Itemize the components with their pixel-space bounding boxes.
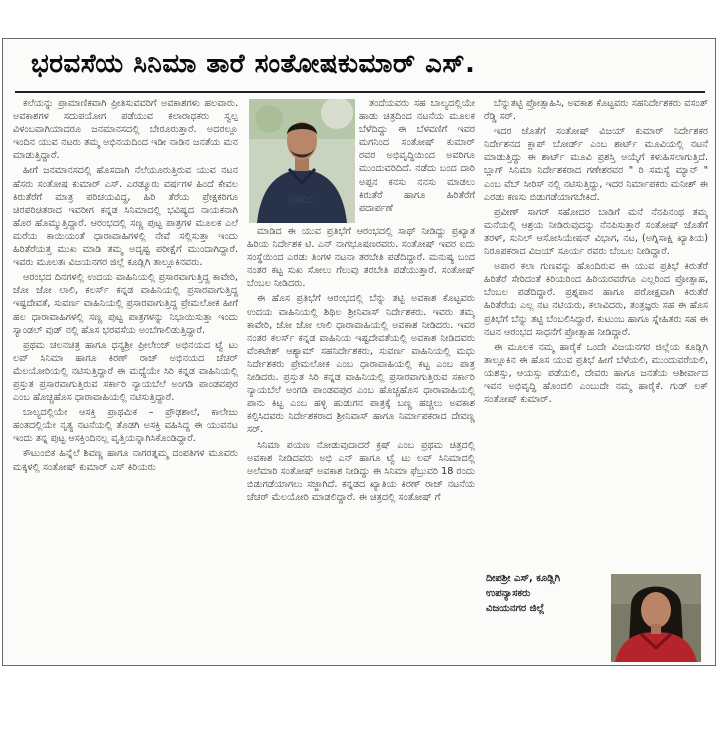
- article-column-1: [13, 97, 238, 659]
- paragraph: ಅಪಾರ ಕಲಾ ಗುಣವನ್ನು ಹೊಂದಿರುವ ಈ ಯುವ ಪ್ರತಿಭೆ ಕಿರುತೆರೆ ಹಿರಿತೆರೆ ಸೇರಿದಂತೆ ಕಿರಿಯರಿಂದ ಹಿರಿಯರವರೆಗೂ ಎಲ್ಲರಿಂದ ಪ್ರೋತ್ಸಾಹ, ಬೆಂಬಲ ಪಡೆದಿದ್ದಾರೆ. ಪ್ರಶ್ನಪಾನ ಹಾಗೂ ಪರೋಕ್ಷವಾಗಿ ಕಿರುತೆರೆ ಹಿರಿತೆರೆಯ ಎಲ್ಲ ನಟ ನಟಿಯರು, ಕಲಾವಿದರು, ತಂತ್ರಜ್ಞರು ಸಹ ಈ ಹೊಸ ಪ್ರತಿಭೆಗೆ ಬೆನ್ನು ತಟ್ಟಿ ಬೆಂಬಲಿಸಿದ್ದಾರೆ. ಕುಟುಂಬ ಹಾಗೂ ಸ್ನೇಹಿತರು ಸಹ ಈ ನಟನ ಆರಂಭದ ಸಾಧನೆಗೆ ಪ್ರೋತ್ಸಾಹ ನೀಡಿದ್ದಾರೆ.: [484, 261, 708, 338]
- actor-photo: [249, 99, 355, 223]
- author-photo: [611, 574, 701, 662]
- newspaper-clipping: [2, 38, 716, 666]
- paragraph: ಮಾಡಿದ ಈ ಯುವ ಪ್ರತಿಭೆಗೆ ಆರಂಭದಲ್ಲಿ ಸಾಥ್ ನೀಡಿದ್ದು ಪ್ರಖ್ಯಾತ ಹಿರಿಯ ನಿರ್ದೇಶಕ ಟಿ. ಎನ್ ನಾಗಭೂಷಣರವರು. ಸಂತೋಷ್ ಇವರ ಐದು ಸಂಸ್ಥೆಯಿಂದ ಎರಡು ತಿಂಗಳ ನಟನಾ ತರಬೇತಿ ಪಡೆದಿದ್ದಾರೆ. ಮನುಷ್ಯ ಬಂದ ನಂತರ ಕಟ್ಟ ಸುಖ ಸೋಲು ಗೆಲುವು ತರಬೇತಿ ಪಡೆಯುತ್ತಾರೆ. ಸಂತೋಷ್ ಬೆಂಬಲ ನೀಡಿದರು.: [247, 226, 475, 290]
- paragraph: ಸಿನಿಮಾ ಪಯಣ ನೋಡುವುದಾದರೆ ಕ್ರಷ್ ಎಂಬ ಪ್ರಥಮ ಚಿತ್ರದಲ್ಲಿ ಅವಕಾಶ ನೀಡಿದವರು ಅಭಿ ಎನ್ ಹಾಗೂ ಟ್ವೆ ಟು ಲವ್ ಸಿನಿಮಾದಲ್ಲಿ ಅಲೆಮಾರಿ ಸಂತೋಷ್ ಅವಕಾಶ ನೀಡಿದ್ದು ಈ ಸಿನಿಮಾ ಫೆಬ್ರುವರಿ 18 ರಂದು ಬಿಡುಗಡೆಯಾಗಲು ಸಜ್ಜಾಗಿದೆ. ಕನ್ನಡದ ಖ್ಯಾತಿಯ ಕಿರಣ್ ರಾಜ್ ನಟನೆಯ ಚೆಚರ್ ಮೆಲಯೋರಿ ಮಾಡಲಿದ್ದಾರೆ. ಈ ಚಿತ್ರದಲ್ಲಿ ಸಂತೋಷ್ ಗೆ: [247, 439, 475, 503]
- paragraph: ಈ ಮೂಲಕ ನಮ್ಮ ಹಾರೈಕೆ ಒಂದೇ ವಿಜಯನಗರ ಜಿಲ್ಲೆಯ ಕೂಡ್ಲಿಗಿ ತಾಲ್ಲೂಕಿನ ಈ ಹೊಸ ಯುವ ಪ್ರತಿಭೆ ಹೀಗೆ ಬೆಳೆಯಲಿ, ಮುಂದುವರೆಯಲಿ, ಯಶಸ್ಸು, ಆಯಸ್ಸು ಪಡೆಯಲಿ, ದೇವರು ಹಾಗೂ ಜನತೆಯ ಆಶೀರ್ವಾದ ಇವನ ಅಭಿವೃದ್ಧಿ ಹೊಂದಲಿ ಎಂಬುದೇ ನಮ್ಮ ಹಾರೈಕೆ. ಗುಡ್ ಲಕ್ ಸಂತೋಷ್ ಕುಮಾರ್.: [484, 341, 708, 406]
- paragraph: ಬೆನ್ನುತಟ್ಟಿ ಪ್ರೋತ್ಸಾಹಿಸಿ, ಅವಕಾಶ ಕೊಟ್ಟವರು ಸಹನಿರ್ದೇಶಕರು ವಸಂತ್ ರೆಡ್ಡಿ ಸರ್.: [484, 98, 708, 123]
- paragraph: ಈ ಹೊಸ ಪ್ರತಿಭೆಗೆ ಆರಂಭದಲ್ಲಿ ಬೆನ್ನು ತಟ್ಟಿ ಅವಕಾಶ ಕೊಟ್ಟವರು ಉದಯ ವಾಹಿನಿಯಲ್ಲಿ ಶಿಥಿಲ ಶ್ರೀನಿವಾಸ್ ನಿರ್ದೇಶಕರು. ಇವರು ತಮ್ಮ ಕಾವೇರಿ, ಜೋ ಜೋ ಲಾಲಿ ಧಾರಾವಾಹಿಯಲ್ಲಿ ಅವಕಾಶ ನೀಡಿದರು. ಇವರ ನಂತರ ಕಲರ್ಸ್ ಕನ್ನಡ ವಾಹಿನಿಯ ಇಷ್ಟದೇವತೆಯಲ್ಲಿ ಅವಕಾಶ ನೀಡಿದವರು ವೆಂಕಟೇಶ್ ಆಶ್ಯಾಮ್ ಸಹನಿರ್ದೇಶಕರು, ಸುವರ್ಣ ವಾಹಿನಿಯಲ್ಲಿ ಮಧು ನಿರ್ದೇಶಕರು ಪ್ರೇಮಲೋಕ ಎಂಬ ಧಾರಾವಾಹಿಯಲ್ಲಿ ಕಟ್ಟ ಎಂಬ ಪಾತ್ರ ನೀಡಿದರು. ಪ್ರಸ್ತುತ ಸಿರಿ ಕನ್ನಡ ವಾಹಿನಿಯಲ್ಲಿ ಪ್ರಸಾರವಾಗುತ್ತಿರುವ ಸರ್ಕಾರಿ ನ್ಯಾಯಬೆಲೆ ಅಂಗಡಿ ಪಾಂಡವಪುರ ಎಂಬ ಹೊಚ್ಚಹೊಸ ಧಾರಾವಾಹಿಯಲ್ಲಿ ಪಾನು ಕಿಟ್ಟ ಎಂಬ ಹಳ್ಳಿ ಹುಡುಗನ ಪಾತ್ರಕ್ಕೆ ಬಣ್ಣ ಹಚ್ಚಲು ಅವಕಾಶ ಕಲ್ಪಿಸಿದವರು ನಿರ್ದೇಶಕರಾದ ಶ್ರೀನಿವಾಸ್ ಹಾಗೂ ನಿರ್ಮಾಪಕರಾದ ದೇವಣ್ಣ ಸರ್.: [247, 293, 475, 436]
- article-headline: ಭರವಸೆಯ ಸಿನಿಮಾ ತಾರೆ ಸಂತೋಷಕುಮಾರ್ ಎಸ್.: [31, 49, 476, 79]
- paragraph: ಬಾಲ್ಯದಲ್ಲಿಯೇ ಆಸಕ್ತಿ ಪ್ರಾಥಮಿಕ – ಪ್ರೌಢಶಾಲೆ, ಕಾಲೇಜು ಹಂತದಲ್ಲಿಯೇ ನೃತ್ಯ ನಟನೆಯಲ್ಲಿ ತೊಡಗಿ ಅಸಕ್ತಿ ವಹಿಸಿದ್ದ ಈ ಯುವನಟ ಇಂದು ತನ್ನ ಪುಟ್ಟ ಆಸಕ್ತಿಂದಿನಲ್ಲ ವೃತ್ತಿಯನ್ನಾಗಿಸಿಕೊಂಡಿದ್ದಾರೆ.: [13, 407, 238, 445]
- paragraph: ಹೀಗೆ ಜನಮಾನಸದಲ್ಲಿ ಹೊಸದಾಗಿ ನೆಲೆಯೂರುತ್ತಿರುವ ಯುವ ನಟನ ಹೆಸರು ಸಂತೋಷ ಕುಮಾರ್ ಎಸ್. ಎರಡ್ಮೂರು ವರ್ಷಗಳ ಹಿಂದೆ ಕೇವಲ ಕಿರುತೆರೆಗೆ ಮಾತ್ರ ಪರಿಚಯವಿದ್ದ, ಹಿರಿ ತೆರೆಯ ಪ್ರೇಕ್ಷಕರಿಗೂ ಚಿರಪರಿಚಿತರಾದ ಇವರೀಗ ಕನ್ನಡ ಸಿನಿಮಾದಲ್ಲಿ ಭವಿಷ್ಯದ ನಾಯಕನಾಗಿ ಹೊರ ಹೊಮ್ಮುತ್ತಿದ್ದಾರೆ. ಆರಂಭದಲ್ಲಿ ಸಣ್ಣ ಪುಟ್ಟ ಪಾತ್ರಗಳ ಮೂಲಕ ಎಲೆ ಮರೆಯ ಕಾಯಿಯಂತೆ ಧಾರಾವಾಹಿಗಳಲ್ಲಿ ನೇವೆ ಸಲ್ಲಿಸುತ್ತಾ ಇಂದು ಹಿರಿತೆರೆಯತ್ತ ಮುಖ ಮಾಡಿ ತಮ್ಮ ಅದೃಷ್ಟ ಪರೀಕ್ಷೆಗೆ ಮುಂದಾಗಿದ್ದಾರೆ. ಇವರು ಮೂಲತಃ ವಿಜಯನಗರ ಜಿಲ್ಲೆ ಕೂಡ್ಲಿಗಿ ತಾಲ್ಲೂಕಿನವರು.: [13, 165, 238, 269]
- paragraph: ಇದರ ಜೊತೆಗೆ ಸಂತೋಷ್ ವಿಜಯ್ ಕುಮಾರ್ ನಿರ್ದೇಶಕರ ನಿರ್ದೇಶನದ ಕ್ಲಾಪ್ ಬೋರ್ಡ್ ಎಂಬ ಶಾರ್ಟ್ ಮೂವಿಯಲ್ಲಿ ನಟನೆ ಮಾಡುತ್ತಿದ್ದು ಈ ಶಾರ್ಟ್ ಮೂವಿ ಪ್ರಶಸ್ತಿ ಅಯ್ಕೆಗೆ ಕಳುಹಿಸಲಾಗುತ್ತಿದೆ. ಬ್ಲಾಗ್ ಸಿನಿಮಾ ನಿರ್ದೇಶಕರಾದ ಗಣೇಶರವರ " ರಿ ಸಮಸ್ಯೆ ಮ್ಯಾನ್ " ಎಂಬ ವೆಬ್ ಸೀರಿಸ್ ನಲ್ಲಿ ನಟಿಸುತ್ತಿದ್ದು, ಇದರ ನಿರ್ಮಾಪಕರು ಮನೀಶ್ ಈ ಎರಡು ಕಣಸು ಬಿಡುಗಡೆಯಾಗಬೇಕಿದೆ.: [484, 126, 708, 203]
- article-column-2-top: [359, 97, 475, 223]
- paragraph: ತಂದೆಯವರು ಸಹ ಬಾಲ್ಯದಲ್ಲಿಯೇ ಹಾಡು ಚಿತ್ರದಿಂದ ನಟನೆಯ ಮೂಲಕ ಬೆಳೆದಿದ್ದು ಈ ಬೆಳವಣಿಗೆ ಇವರ ಮಗನಿಂದ ಸಂತೋಷ್ ಕುಮಾರ್ ರವರ ಅಭಿವೃದ್ಧಿಯಿಂದ ಅವರಿಗೂ ಮುಂದುವರಿದಿದೆ. ನಡೆದು ಬಂದ ದಾರಿ ಅಪ್ಪನ ಕನಸು ನನಸು ಮಾಡಲು ಕಿರುತೆರೆ ಹಾಗೂ ಹಿರಿತೆರೆಗೆ ಪದಾರ್ಪಣೆ: [359, 98, 475, 214]
- paragraph: ಆರಂಭದ ದಿನಗಳಲ್ಲಿ ಉದಯ ವಾಹಿನಿಯಲ್ಲಿ ಪ್ರಸಾರವಾಗುತ್ತಿದ್ದ ಕಾವೇರಿ, ಜೋ ಜೋ ಲಾಲಿ, ಕಲರ್ಸ್ ಕನ್ನಡ ವಾಹಿನಿಯಲ್ಲಿ ಪ್ರಸಾರವಾಗುತ್ತಿದ್ದ ಇಷ್ಟದೇವತೆ, ಸುವರ್ಣ ವಾಹಿನಿಯಲ್ಲಿ ಪ್ರಸಾರವಾಗುತ್ತಿದ್ದ ಪ್ರೇಮಲೋಕ ಹೀಗೆ ಹಲ ಧಾರಾವಾಹಿಗಳಲ್ಲಿ ಸಣ್ಣ ಪುಟ್ಟ ಪಾತ್ರಗಳನ್ನು ನಿಭಾಯಿಸುತ್ತಾ ಇಂದು ಸ್ಯಾಂಡಲ್ ವುಡ್ ನಲ್ಲಿ ಹೊಸ ಭರವಸೆಯ ಅಂಬೆಗಾಲಿಡುತ್ತಿದ್ದಾರೆ.: [13, 272, 238, 336]
- article-column-3: [484, 97, 708, 567]
- author-byline: [486, 571, 594, 616]
- author-name: ದೀಪಶ್ರೀ ಎಸ್, ಕೂಡ್ಲಿಗಿ: [486, 573, 561, 584]
- paragraph: ಪ್ರಥಮ ಚಲನಚಿತ್ರ ಹಾಗೂ ಧನ್ಯಶ್ರೀ ಪ್ರೀಲೇಂಜ್ ಅಭಿನಯದ ಟ್ವೆ ಟು ಲವ್ ಸಿನಿಮಾ ಹಾಗೂ ಕಿರಣ್ ರಾಜ್ ಅಭಿನಯದ ಚೆಚರ್ ಮೆಲಯೋರಿಯಲ್ಲಿ ನಟಿಸುತ್ತಿದ್ದಾರೆ ಈ ಮಧ್ಯೆಯೇ ಸಿರಿ ಕನ್ನಡ ವಾಹಿನಿಯಲ್ಲಿ ಪ್ರಸ್ತುತ ಪ್ರಸಾರವಾಗುತ್ತಿರುವ ಸರ್ಕಾರಿ ನ್ಯಾಯಬೆಲೆ ಅಂಗಡಿ ಪಾಂಡವಪುರ ಎಂಬ ಹೊಚ್ಚಹೊಸ ಧಾರಾವಾಹಿಯಲ್ಲಿ ನಟಿಸುತ್ತಿದ್ದಾರೆ.: [13, 339, 238, 404]
- author-role: ಉಪನ್ಯಾಸಕರು: [486, 588, 531, 599]
- top-margin: [0, 0, 720, 38]
- author-place: ವಿಜಯನಗರ ಜಿಲ್ಲೆ: [486, 603, 545, 614]
- paragraph: ಕೌಟುಂಬಿಕ ಹಿನ್ನೆಲೆ ಶಿವಣ್ಣ ಹಾಗೂ ನಾಗರತ್ನಮ್ಮ ದಂಪತಿಗಳ ಮೂವರು ಮಕ್ಕಳಲ್ಲಿ ಸಂತೋಷ್ ಕುಮಾರ್ ಎಸ್ ಕಿರಿಯರು: [13, 448, 238, 473]
- paragraph: ಕಲೆಯನ್ನು ಪ್ರಾಮಾಣಿಕವಾಗಿ ಪ್ರೀತಿಸುವವರಿಗೆ ಅವಕಾಶಗಳು ಹಲವಾರು. ಅವಕಾಶಗಳ ಸದುಪಯೋಗ ಪಡೆಯುವ ಕಲಾರಾಧಕರು ಸ್ವಲ್ಪ ವಿಳಂಬವಾಗಿಯಾದರೂ ಜನಮಾನಸದಲ್ಲಿ ಬೇರೂರುತ್ತಾರೆ. ಅದರಲ್ಲೂ ಇಂದಿನ ಯುವ ನಟರು ತಮ್ಮ ಅಭಿನಯದಿಂದ ಇಡೀ ನಾಡಿನ ಜನತೆಯ ಮನ ಮಾಡುತ್ತಿದ್ದಾರೆ.: [13, 98, 238, 162]
- article-column-2: [247, 225, 475, 659]
- headline-rule: [15, 91, 705, 93]
- bottom-margin: [0, 666, 720, 735]
- svg-text:GUCC: GUCC: [287, 196, 315, 206]
- paragraph: ಪ್ರವೀಣ್ ಸಾಗರ್ ಸಹೋದರ ಬಾಡಿಗೆ ಮನೆ ನೆನಪಿನಂಥ ತಮ್ಮ ಮನೆಯಲ್ಲಿ ಆಶ್ರಯ ನೀಡಿರುವುದನ್ನು ನೆನಪಿಸುತ್ತಾರೆ ಸಂತೋಷ್ ಜೊತೆಗೆ ತರಳ್, ಸುನಿಲ್ ಆಸೋಸಿಯೇಷನ್ ವಿಭಾಗ, ನಟ, (ಅಗ್ನಿಸಾಕ್ಷಿ ಖ್ಯಾತಿಯ) ನಿರೂಪಕರಾದ ವಿಜಯ್ ಸೂರ್ಯ ರವರು ಬೆಂಬಲ ನೀಡಿದ್ದಾರೆ.: [484, 206, 708, 258]
